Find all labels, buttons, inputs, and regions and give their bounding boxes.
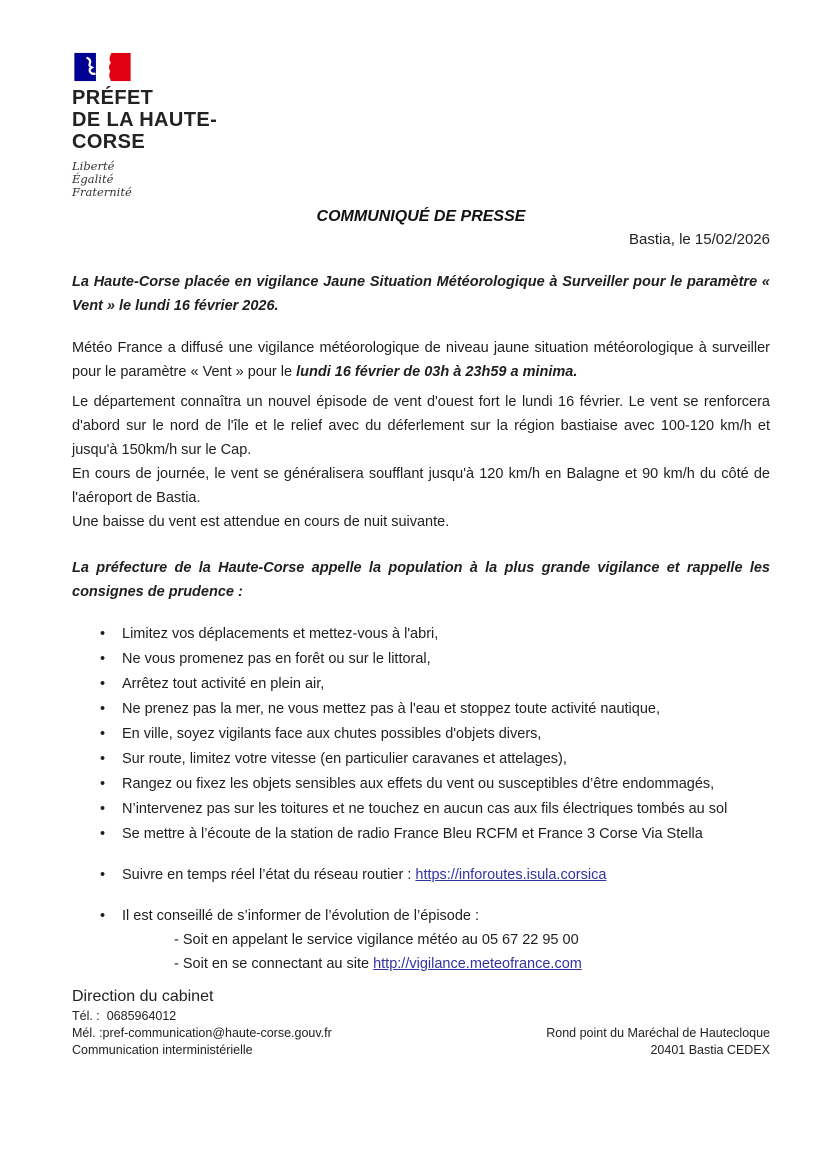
list-item-text [122,863,770,887]
list-item [72,622,770,646]
footer-contact-block [72,986,332,1059]
bullet-icon: • [100,826,106,842]
meteo-france-period-bold: lundi 16 février de 03h à 23h59 a minima. [296,364,578,380]
meteo-france-paragraph [72,336,770,384]
list-item-episode-info [72,904,770,976]
motto-line: Fraternité [72,185,132,199]
episode-line: Une baisse du vent est attendue en cours de nuit suivante. [72,514,450,530]
prefet-name-line: CORSE [72,131,146,153]
motto-line: Liberté [72,159,115,173]
list-item [72,797,770,821]
footer-service: Direction du cabinet [72,988,214,1005]
bullet-icon: • [100,867,106,883]
dateline: Bastia, le 15/02/2026 [629,231,770,248]
footer-address-block [546,1025,770,1059]
list-item-road-info [72,863,770,887]
footer-email: Mél. :pref-communication@haute-corse.gouv.fr [72,1026,332,1040]
meteo-france-text: Météo France a diffusé une vigilance météorologique de niveau jaune situation météorologique à surveiller pour le paramètre « Vent » pour le [72,340,770,380]
episode-info-title: Il est conseillé de s’informer de l’évolution de l’épisode : [122,908,480,924]
list-item-text: Limitez vos déplacements et mettez-vous à l'abri, [122,626,439,642]
bullet-icon: • [100,651,106,667]
list-item [72,747,770,771]
footer-address-line: Rond point du Maréchal de Hautecloque [546,1026,770,1040]
list-item [72,697,770,721]
bullet-icon: • [100,726,106,742]
bullet-icon: • [100,751,106,767]
episode-info-site [122,952,770,976]
road-info-text: Suivre en temps réel l’état du réseau routier : [122,867,416,883]
bullet-icon: • [100,701,106,717]
footer-phone: Tél. : 0685964012 [72,1009,177,1023]
list-item [72,772,770,796]
prefet-name-line: DE LA HAUTE- [72,109,218,131]
vigilance-meteofrance-link[interactable]: http://vigilance.meteofrance.com [373,956,582,972]
list-item-text: Rangez ou fixez les objets sensibles aux effets du vent ou susceptibles d’être endommagés, [122,776,715,792]
footer-unit: Communication interministérielle [72,1043,253,1057]
french-flag-marianne-icon [74,52,131,82]
bullet-icon: • [100,801,106,817]
bullet-icon: • [100,676,106,692]
consignes-list [72,622,770,976]
episode-info-site-text: - Soit en se connectant au site [174,956,374,972]
list-item-text: Ne prenez pas la mer, ne vous mettez pas à l'eau et stoppez toute activité nautique, [122,701,660,717]
footer [72,986,770,1059]
list-item-text: En ville, soyez vigilants face aux chutes possibles d'objets divers, [122,726,542,742]
prefecture-letterhead [72,52,770,199]
list-item [72,822,770,846]
list-item-text: Se mettre à l’écoute de la station de radio France Bleu RCFM et France 3 Corse Via Stella [122,826,703,842]
list-item [72,647,770,671]
episode-line: Le département connaîtra un nouvel épisode de vent d'ouest fort le lundi 16 février. Le vent se renforcera d'abord sur le nord de l'île et le relief avec du déferlement sur la région bastiaise avec 100-120 km/h et jusqu'à 150km/h sur le Cap. [72,394,770,458]
bullet-icon: • [100,626,106,642]
bullet-icon: • [100,776,106,792]
prefet-name-line: PRÉFET [72,87,154,109]
episode-paragraph [72,390,770,534]
list-item-text: Arrêtez tout activité en plein air, [122,676,325,692]
motto [72,160,770,199]
list-item [72,672,770,696]
motto-line: Égalité [72,172,114,186]
lead-paragraph: La Haute-Corse placée en vigilance Jaune Situation Météorologique à Surveiller pour le paramètre « Vent » le lundi 16 février 2026. [72,274,770,314]
list-item [72,722,770,746]
bullet-icon: • [100,908,106,924]
episode-line: En cours de journée, le vent se généralisera soufflant jusqu'à 120 km/h en Balagne et 90 km/h du côté de l'aéroport de Bastia. [72,466,770,506]
list-item-text: N’intervenez pas sur les toitures et ne touchez en aucun cas aux fils électriques tombés au sol [122,801,728,817]
episode-info-phone: - Soit en appelant le service vigilance météo au 05 67 22 95 00 [174,932,579,948]
inforoutes-link[interactable]: https://inforoutes.isula.corsica [415,867,607,883]
list-item-text: Sur route, limitez votre vitesse (en particulier caravanes et attelages), [122,751,567,767]
list-item-text [122,904,770,976]
list-item-text: Ne vous promenez pas en forêt ou sur le littoral, [122,651,431,667]
footer-address-line: 20401 Bastia CEDEX [650,1043,770,1057]
document-title: COMMUNIQUÉ DE PRESSE [316,208,526,225]
consignes-heading: La préfecture de la Haute-Corse appelle la population à la plus grande vigilance et rappelle les consignes de prudence : [72,560,770,600]
